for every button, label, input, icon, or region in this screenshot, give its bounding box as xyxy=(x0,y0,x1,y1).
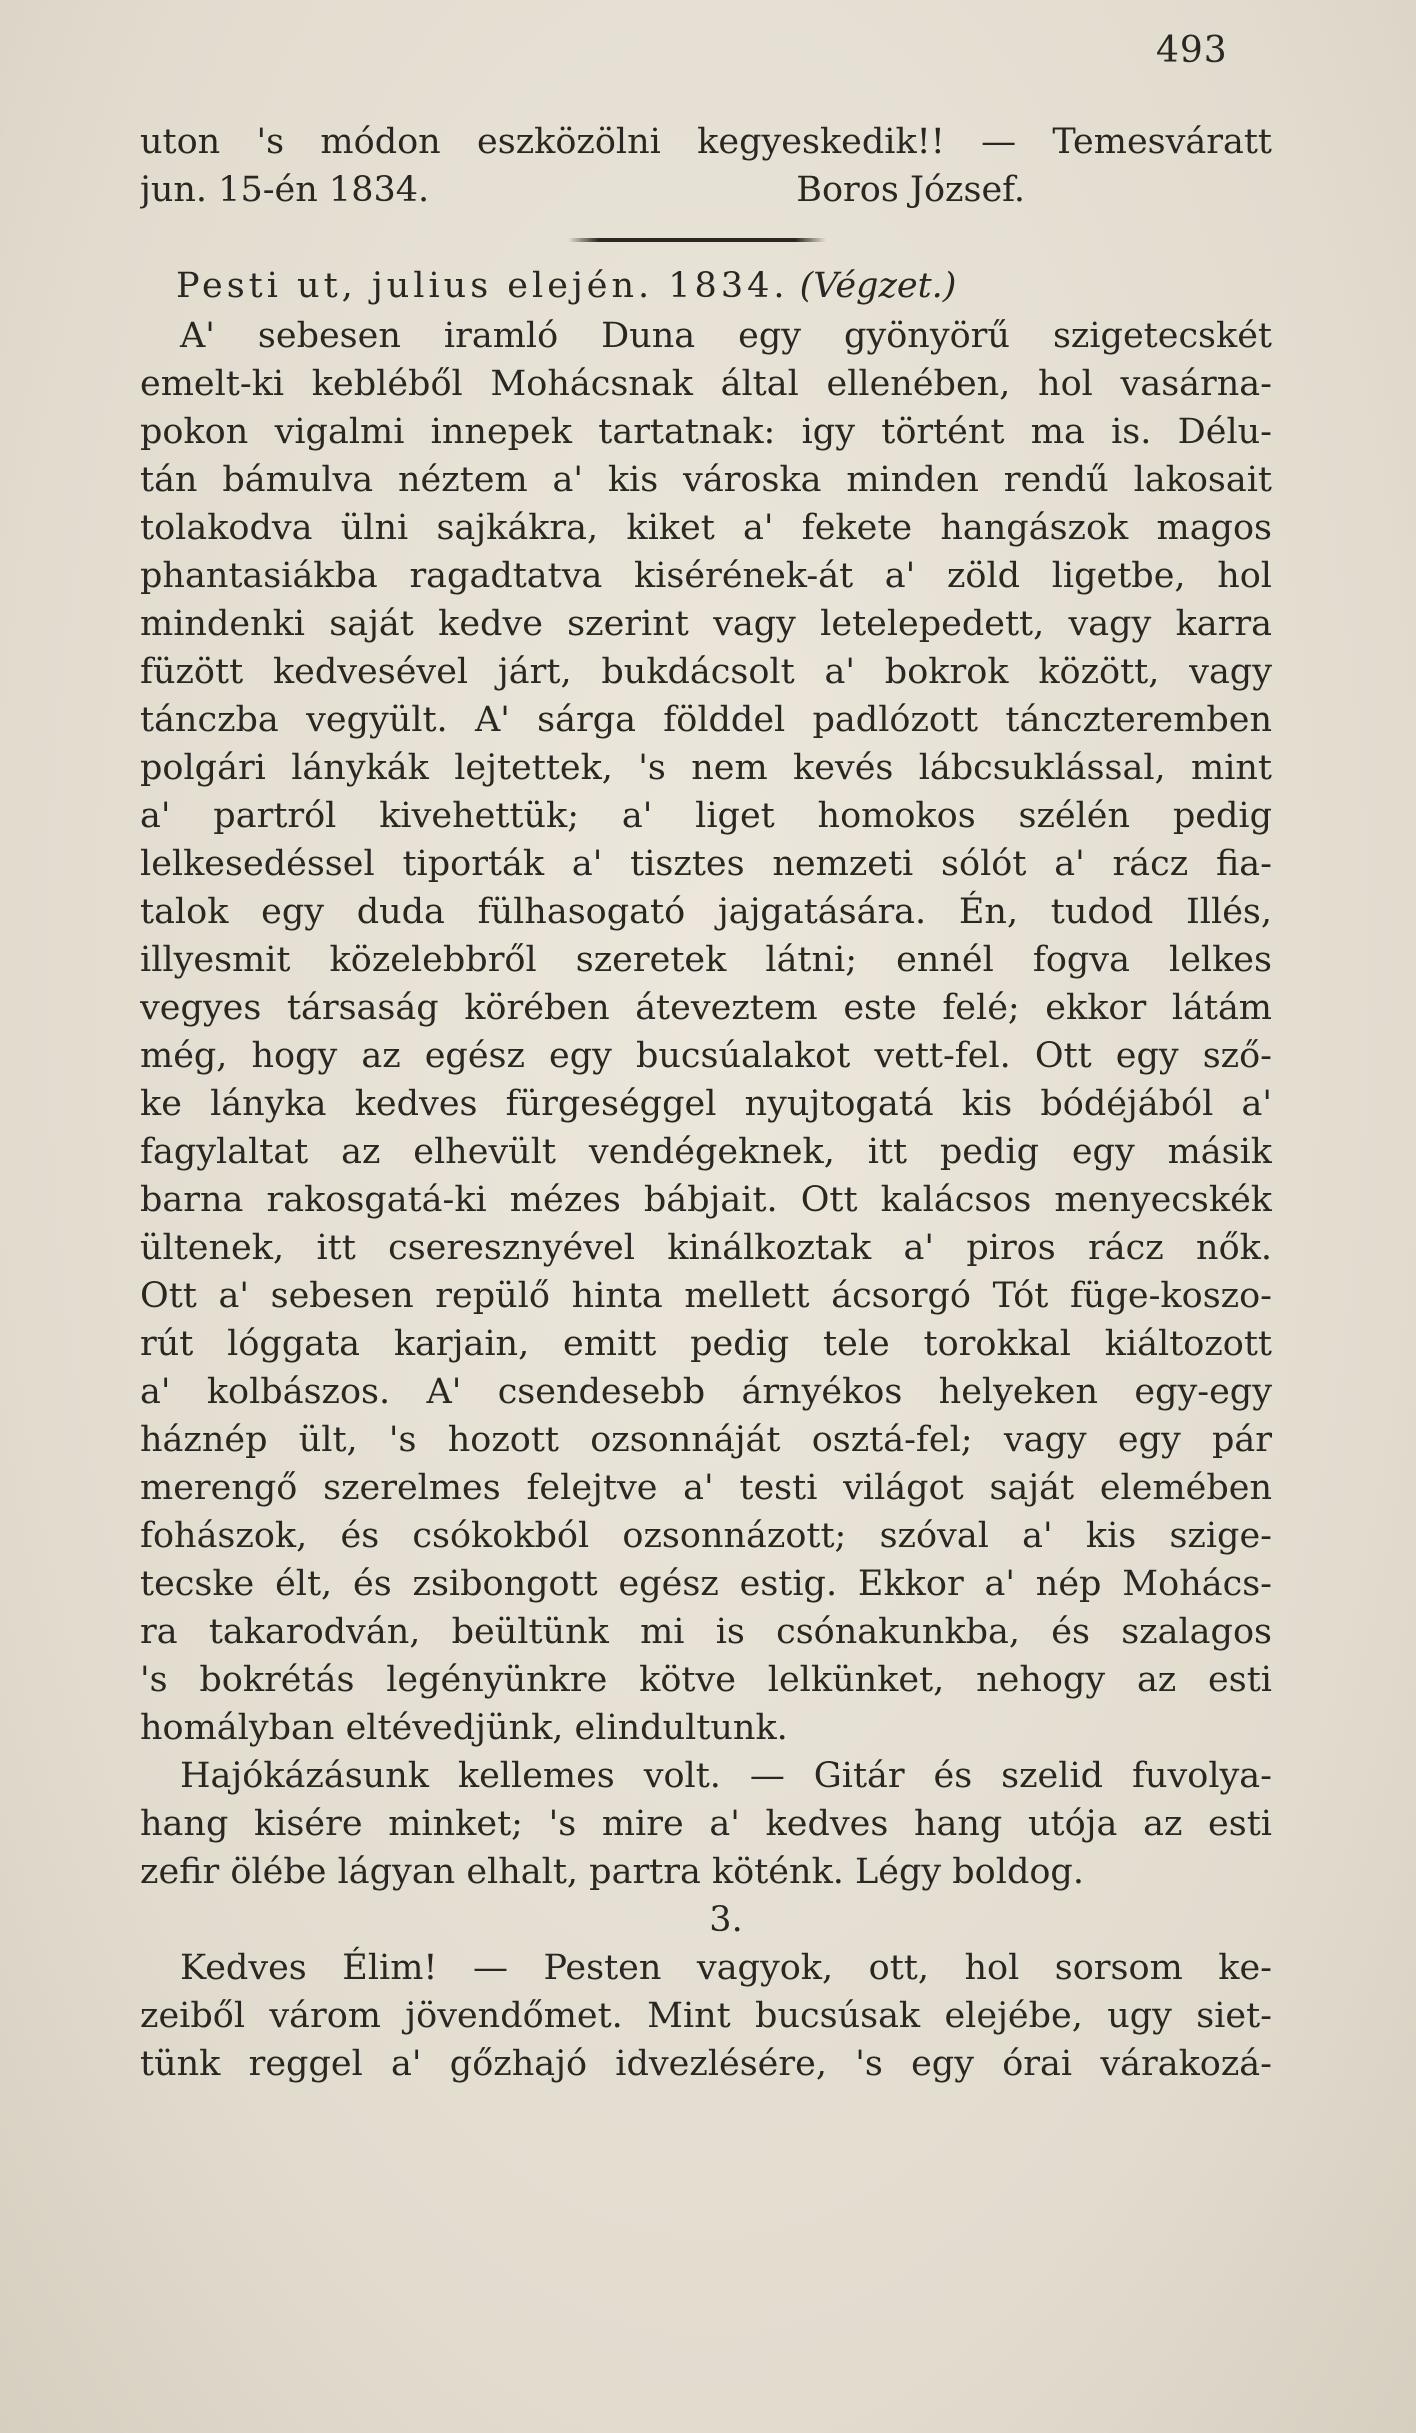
text-line: barna rakosgatá-ki mézes bábjait. Ott kalácsos menyecskék xyxy=(140,1180,1272,1220)
text-line: Ott a' sebesen repülő hinta mellett ácsorgó Tót füge-koszo- xyxy=(140,1276,1272,1316)
text-line: fohászok, és csókokból ozsonnázott; szóval a' kis szige- xyxy=(140,1516,1272,1556)
text-line: emelt-ki kebléből Mohácsnak által ellenében, hol vasárna- xyxy=(140,364,1272,404)
text-line: zeiből várom jövendőmet. Mint bucsúsak elejébe, ugy siet- xyxy=(140,1996,1272,2036)
text-line: ültenek, itt cseresznyével kinálkoztak a' piros rácz nők. xyxy=(140,1228,1272,1268)
text-line: rút lóggata karjain, emitt pedig tele torokkal kiáltozott xyxy=(140,1324,1272,1364)
text-line: homályban eltévedjünk, elindultunk. xyxy=(140,1708,788,1748)
text-line: tánczba vegyült. A' sárga földdel padlózott tánczteremben xyxy=(140,700,1272,740)
text-line: a' partról kivehettük; a' liget homokos szélén pedig xyxy=(140,796,1272,836)
text-line: a' kolbászos. A' csendesebb árnyékos helyeken egy-egy xyxy=(140,1372,1272,1412)
section-heading xyxy=(176,262,956,310)
text-line: tünk reggel a' gőzhajó idvezlésére, 's egy órai várakozá- xyxy=(140,2044,1272,2084)
paragraph-1 xyxy=(140,312,1272,1752)
text-line: tolakodva ülni sajkákra, kiket a' fekete hangászok magos xyxy=(140,508,1272,548)
text-line: merengő szerelmes felejtve a' testi világot saját elemében xyxy=(140,1468,1272,1508)
text-line: hang kisére minket; 's mire a' kedves hang utója az esti xyxy=(140,1804,1272,1844)
heading-place-date: Pesti ut, julius elején. 1834. xyxy=(176,266,789,306)
heading-note: (Végzet.) xyxy=(799,266,957,306)
text-line: fagylaltat az elhevült vendégeknek, itt pedig egy másik xyxy=(140,1132,1272,1172)
text-line: füzött kedvesével járt, bukdácsolt a' bokrok között, vagy xyxy=(140,652,1272,692)
text-line: még, hogy az egész egy bucsúalakot vett-fel. Ott egy sző- xyxy=(140,1036,1272,1076)
text-line: ke lányka kedves fürgeséggel nyujtogatá kis bódéjából a' xyxy=(140,1084,1272,1124)
text-line: A' sebesen iramló Duna egy gyönyörű szigetecskét xyxy=(180,316,1272,356)
text-line: Hajókázásunk kellemes volt. — Gitár és szelid fuvolya- xyxy=(180,1756,1272,1796)
closing-line-2: jun. 15-én 1834. Boros József. xyxy=(140,170,1025,210)
text-line: vegyes társaság körében áteveztem este felé; ekkor látám xyxy=(140,988,1272,1028)
text-line: háznép ült, 's hozott ozsonnáját osztá-fel; vagy egy pár xyxy=(140,1420,1272,1460)
paragraph-3 xyxy=(140,1944,1272,2088)
text-line: zefir ölébe lágyan elhalt, partra köténk. Légy boldog. xyxy=(140,1852,1084,1892)
section-divider xyxy=(568,238,826,242)
text-line: lelkesedéssel tiporták a' tisztes nemzeti sólót a' rácz fia- xyxy=(140,844,1272,884)
text-line: Kedves Élim! — Pesten vagyok, ott, hol sorsom ke- xyxy=(180,1948,1272,1988)
page-number: 493 xyxy=(1156,30,1228,71)
body-text xyxy=(140,312,1272,2088)
text-line: polgári lánykák lejtettek, 's nem kevés lábcsuklással, mint xyxy=(140,748,1272,788)
text-line: tán bámulva néztem a' kis városka minden rendű lakosait xyxy=(140,460,1272,500)
letter-closing xyxy=(140,118,1272,214)
closing-line-1: uton 's módon eszközölni kegyeskedik!! — Temesváratt xyxy=(140,122,1272,162)
text-line: 's bokrétás legényünkre kötve lelkünket, nehogy az esti xyxy=(140,1660,1272,1700)
text-line: ra takarodván, beültünk mi is csónakunkba, és szalagos xyxy=(140,1612,1272,1652)
text-line: pokon vigalmi innepek tartatnak: igy történt ma is. Délu- xyxy=(140,412,1272,452)
text-line: mindenki saját kedve szerint vagy letelepedett, vagy karra xyxy=(140,604,1272,644)
paragraph-2 xyxy=(140,1752,1272,1896)
text-line: phantasiákba ragadtatva kisérének-át a' zöld ligetbe, hol xyxy=(140,556,1272,596)
letter-number: 3. xyxy=(709,1900,743,1940)
text-line: illyesmit közelebbről szeretek látni; ennél fogva lelkes xyxy=(140,940,1272,980)
text-line: talok egy duda fülhasogató jajgatására. Én, tudod Illés, xyxy=(140,892,1272,932)
text-line: tecske élt, és zsibongott egész estig. Ekkor a' nép Mohács- xyxy=(140,1564,1272,1604)
